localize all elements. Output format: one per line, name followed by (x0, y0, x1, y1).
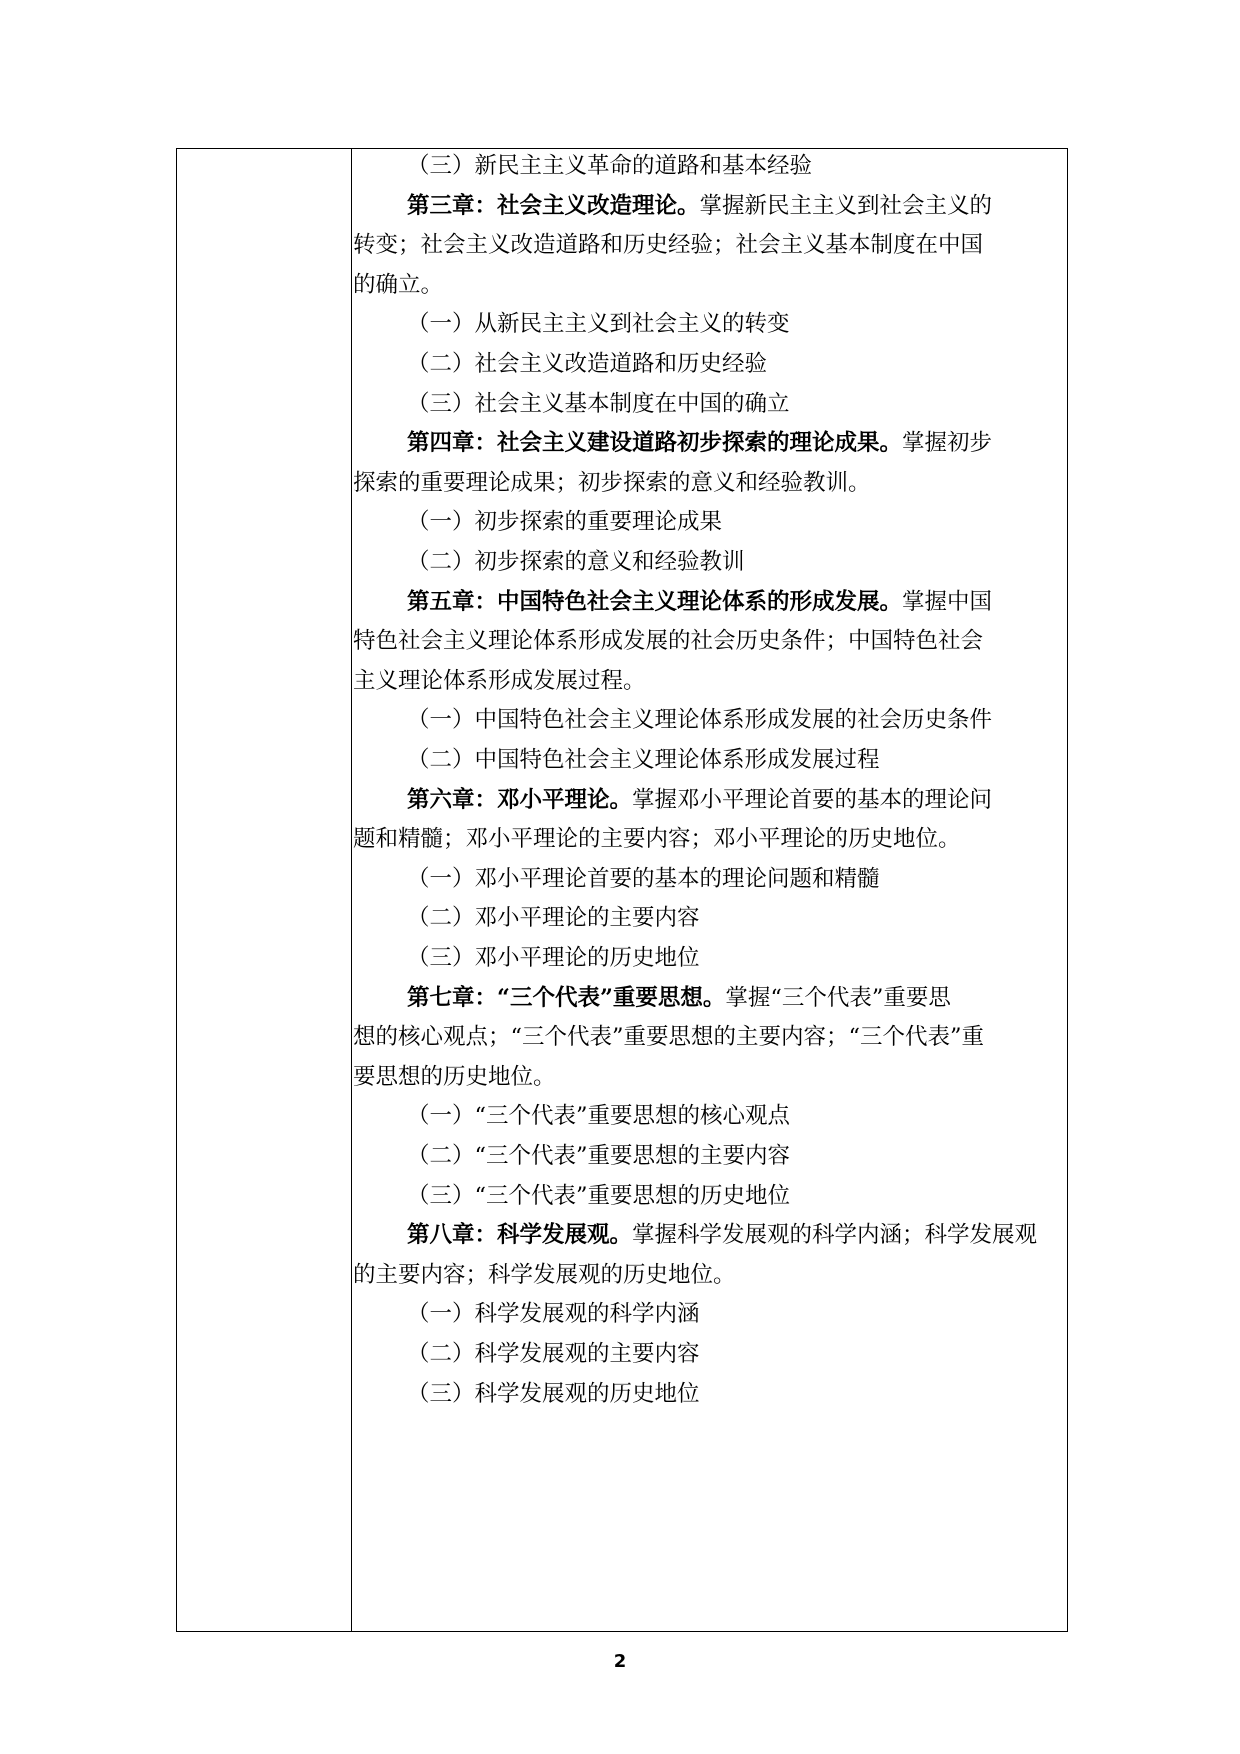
text-line (407, 428, 992, 458)
text-run: （二）邓小平理论的主要内容 (407, 905, 700, 932)
chapter-heading: 第五章：中国特色社会主义理论体系的形成发展。 (407, 588, 903, 615)
content-table (176, 148, 1068, 1632)
text-run: 要思想的历史地位。 (353, 1063, 556, 1090)
text-run: （三）邓小平理论的历史地位 (407, 945, 700, 971)
text-line (407, 587, 992, 617)
text-run: 想的核心观点；“三个代表”重要思想的主要内容；“三个代表”重 (353, 1024, 985, 1051)
text-run: 掌握新民主主义到社会主义的 (699, 192, 993, 219)
chapter-heading: 第三章：社会主义改造理论。 (407, 192, 700, 219)
chapter-heading: 第七章：“三个代表”重要思想。 (407, 984, 726, 1011)
text-line (407, 1141, 790, 1171)
text-run: （一）从新民主主义到社会主义的转变 (407, 311, 790, 338)
text-run: 特色社会主义理论体系形成发展的社会历史条件；中国特色社会 (353, 628, 984, 655)
text-line (407, 507, 722, 537)
text-line (407, 151, 812, 181)
text-line (407, 943, 700, 973)
text-run: 掌握初步 (902, 430, 993, 457)
text-run: （一）“三个代表”重要思想的核心观点 (407, 1103, 791, 1130)
text-run: 的主要内容；科学发展观的历史地位。 (353, 1261, 736, 1288)
text-line (407, 547, 745, 577)
text-line (407, 1299, 700, 1329)
chapter-heading: 第四章：社会主义建设道路初步探索的理论成果。 (407, 430, 903, 457)
text-run: （一）科学发展观的科学内涵 (407, 1301, 700, 1328)
text-line (407, 1101, 790, 1131)
text-line (407, 389, 790, 419)
text-line (407, 1339, 700, 1369)
text-run: 题和精髓；邓小平理论的主要内容；邓小平理论的历史地位。 (353, 826, 961, 853)
chapter-heading: 第八章：科学发展观。 (407, 1222, 633, 1249)
text-run: （二）初步探索的意义和经验教训 (407, 549, 745, 575)
text-run: （二）“三个代表”重要思想的主要内容 (407, 1143, 791, 1169)
text-line (353, 1062, 556, 1092)
text-run: （二）科学发展观的主要内容 (407, 1341, 700, 1367)
text-run: （一）邓小平理论首要的基本的理论问题和精髓 (407, 865, 880, 892)
text-run: 探索的重要理论成果；初步探索的意义和经验教训。 (353, 469, 871, 496)
text-run: （一）初步探索的重要理论成果 (407, 509, 723, 536)
text-line (353, 666, 646, 696)
text-run: 主义理论体系形成发展过程。 (353, 667, 646, 694)
text-line (407, 903, 700, 933)
text-line (407, 864, 880, 894)
table-left-column (177, 149, 352, 1631)
text-line (407, 1220, 1037, 1250)
text-line (407, 1181, 790, 1211)
text-run: 转变；社会主义改造道路和历史经验；社会主义基本制度在中国 (353, 232, 984, 259)
text-run: （二）中国特色社会主义理论体系形成发展过程 (407, 747, 880, 773)
text-line (407, 705, 992, 735)
text-line (407, 983, 951, 1013)
text-run: （一）中国特色社会主义理论体系形成发展的社会历史条件 (407, 707, 993, 734)
text-line (407, 349, 767, 379)
text-run: （二）社会主义改造道路和历史经验 (407, 351, 768, 377)
text-run: 掌握邓小平理论首要的基本的理论问 (632, 786, 993, 813)
page-number: 2 (613, 1651, 627, 1672)
text-run: （三）科学发展观的历史地位 (407, 1380, 700, 1407)
text-line (353, 626, 983, 656)
text-run: 掌握科学发展观的科学内涵；科学发展观 (632, 1222, 1038, 1249)
chapter-heading: 第六章：邓小平理论。 (407, 786, 633, 813)
text-line (407, 309, 790, 339)
text-line (353, 1022, 984, 1052)
text-run: （三）“三个代表”重要思想的历史地位 (407, 1182, 791, 1209)
text-line (407, 1379, 700, 1409)
table-content-cell (353, 149, 1067, 1631)
text-line (407, 785, 992, 815)
text-line (353, 270, 443, 300)
text-line (353, 1260, 736, 1290)
text-line (353, 230, 983, 260)
text-run: 的确立。 (353, 271, 444, 298)
text-line (407, 191, 992, 221)
text-line (407, 745, 880, 775)
text-run: （三）新民主主义革命的道路和基本经验 (407, 153, 813, 179)
text-line (353, 468, 871, 498)
text-run: （三）社会主义基本制度在中国的确立 (407, 390, 790, 417)
text-run: 掌握中国 (902, 588, 993, 615)
text-line (353, 824, 961, 854)
text-run: 掌握“三个代表”重要思 (725, 984, 951, 1011)
